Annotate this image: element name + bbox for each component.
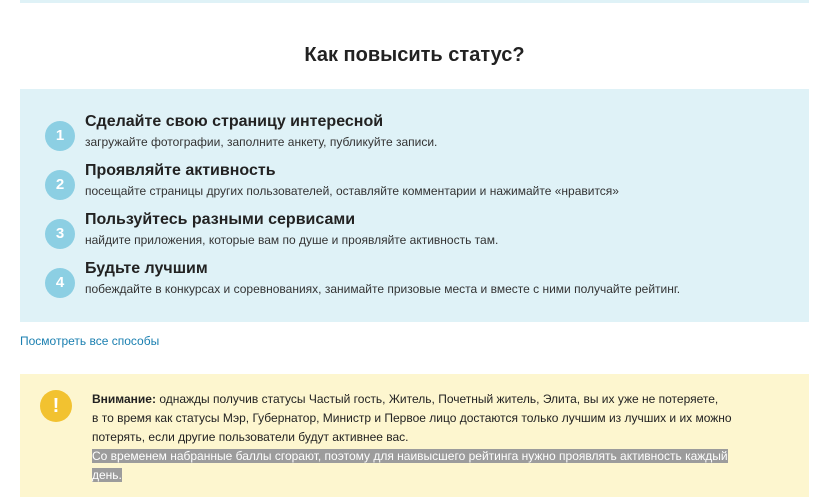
warning-label: Внимание: (92, 392, 156, 406)
step-description: загружайте фотографии, заполните анкету, публикуйте записи. (85, 135, 438, 149)
step-item-2 (45, 162, 785, 208)
warning-text-line: однажды получив статусы Частый гость, Житель, Почетный житель, Элита, вы их уже не потеряете, (155, 392, 719, 406)
exclamation-icon: ! (40, 390, 72, 422)
top-panel-edge (20, 0, 809, 3)
steps-panel (20, 89, 809, 322)
step-item-4 (45, 260, 785, 306)
step-item-1 (45, 113, 785, 159)
warning-panel (20, 374, 809, 497)
step-number-badge: 4 (45, 268, 75, 298)
step-title: Сделайте свою страницу интересной (85, 113, 384, 130)
page-title: Как повысить статус? (304, 44, 525, 66)
step-title: Проявляйте активность (85, 162, 276, 179)
step-number-badge: 1 (45, 121, 75, 151)
selected-text[interactable]: день. (92, 468, 122, 482)
step-description: найдите приложения, которые вам по душе и проявляйте активность там. (85, 233, 499, 247)
step-title: Будьте лучшим (85, 260, 208, 277)
warning-text-line: в то время как статусы Мэр, Губернатор, Министр и Первое лицо достаются только лучшим из лучших и их можно (92, 411, 732, 425)
step-item-3 (45, 211, 785, 257)
step-description: побеждайте в конкурсах и соревнованиях, занимайте призовые места и вместе с ними получайте рейтинг. (85, 282, 681, 296)
step-title: Пользуйтесь разными сервисами (85, 211, 356, 228)
warning-text (92, 390, 782, 485)
step-description: посещайте страницы других пользователей, оставляйте комментарии и нажимайте «нравится» (85, 184, 619, 198)
view-all-ways-link[interactable]: Посмотреть все способы (20, 334, 160, 348)
step-number-badge: 2 (45, 170, 75, 200)
step-number-badge: 3 (45, 219, 75, 249)
selected-text[interactable]: Со временем набранные баллы сгорают, поэтому для наивысшего рейтинга нужно проявлять активность каждый (92, 449, 728, 463)
warning-text-line: потерять, если другие пользователи будут активнее вас. (92, 430, 409, 444)
